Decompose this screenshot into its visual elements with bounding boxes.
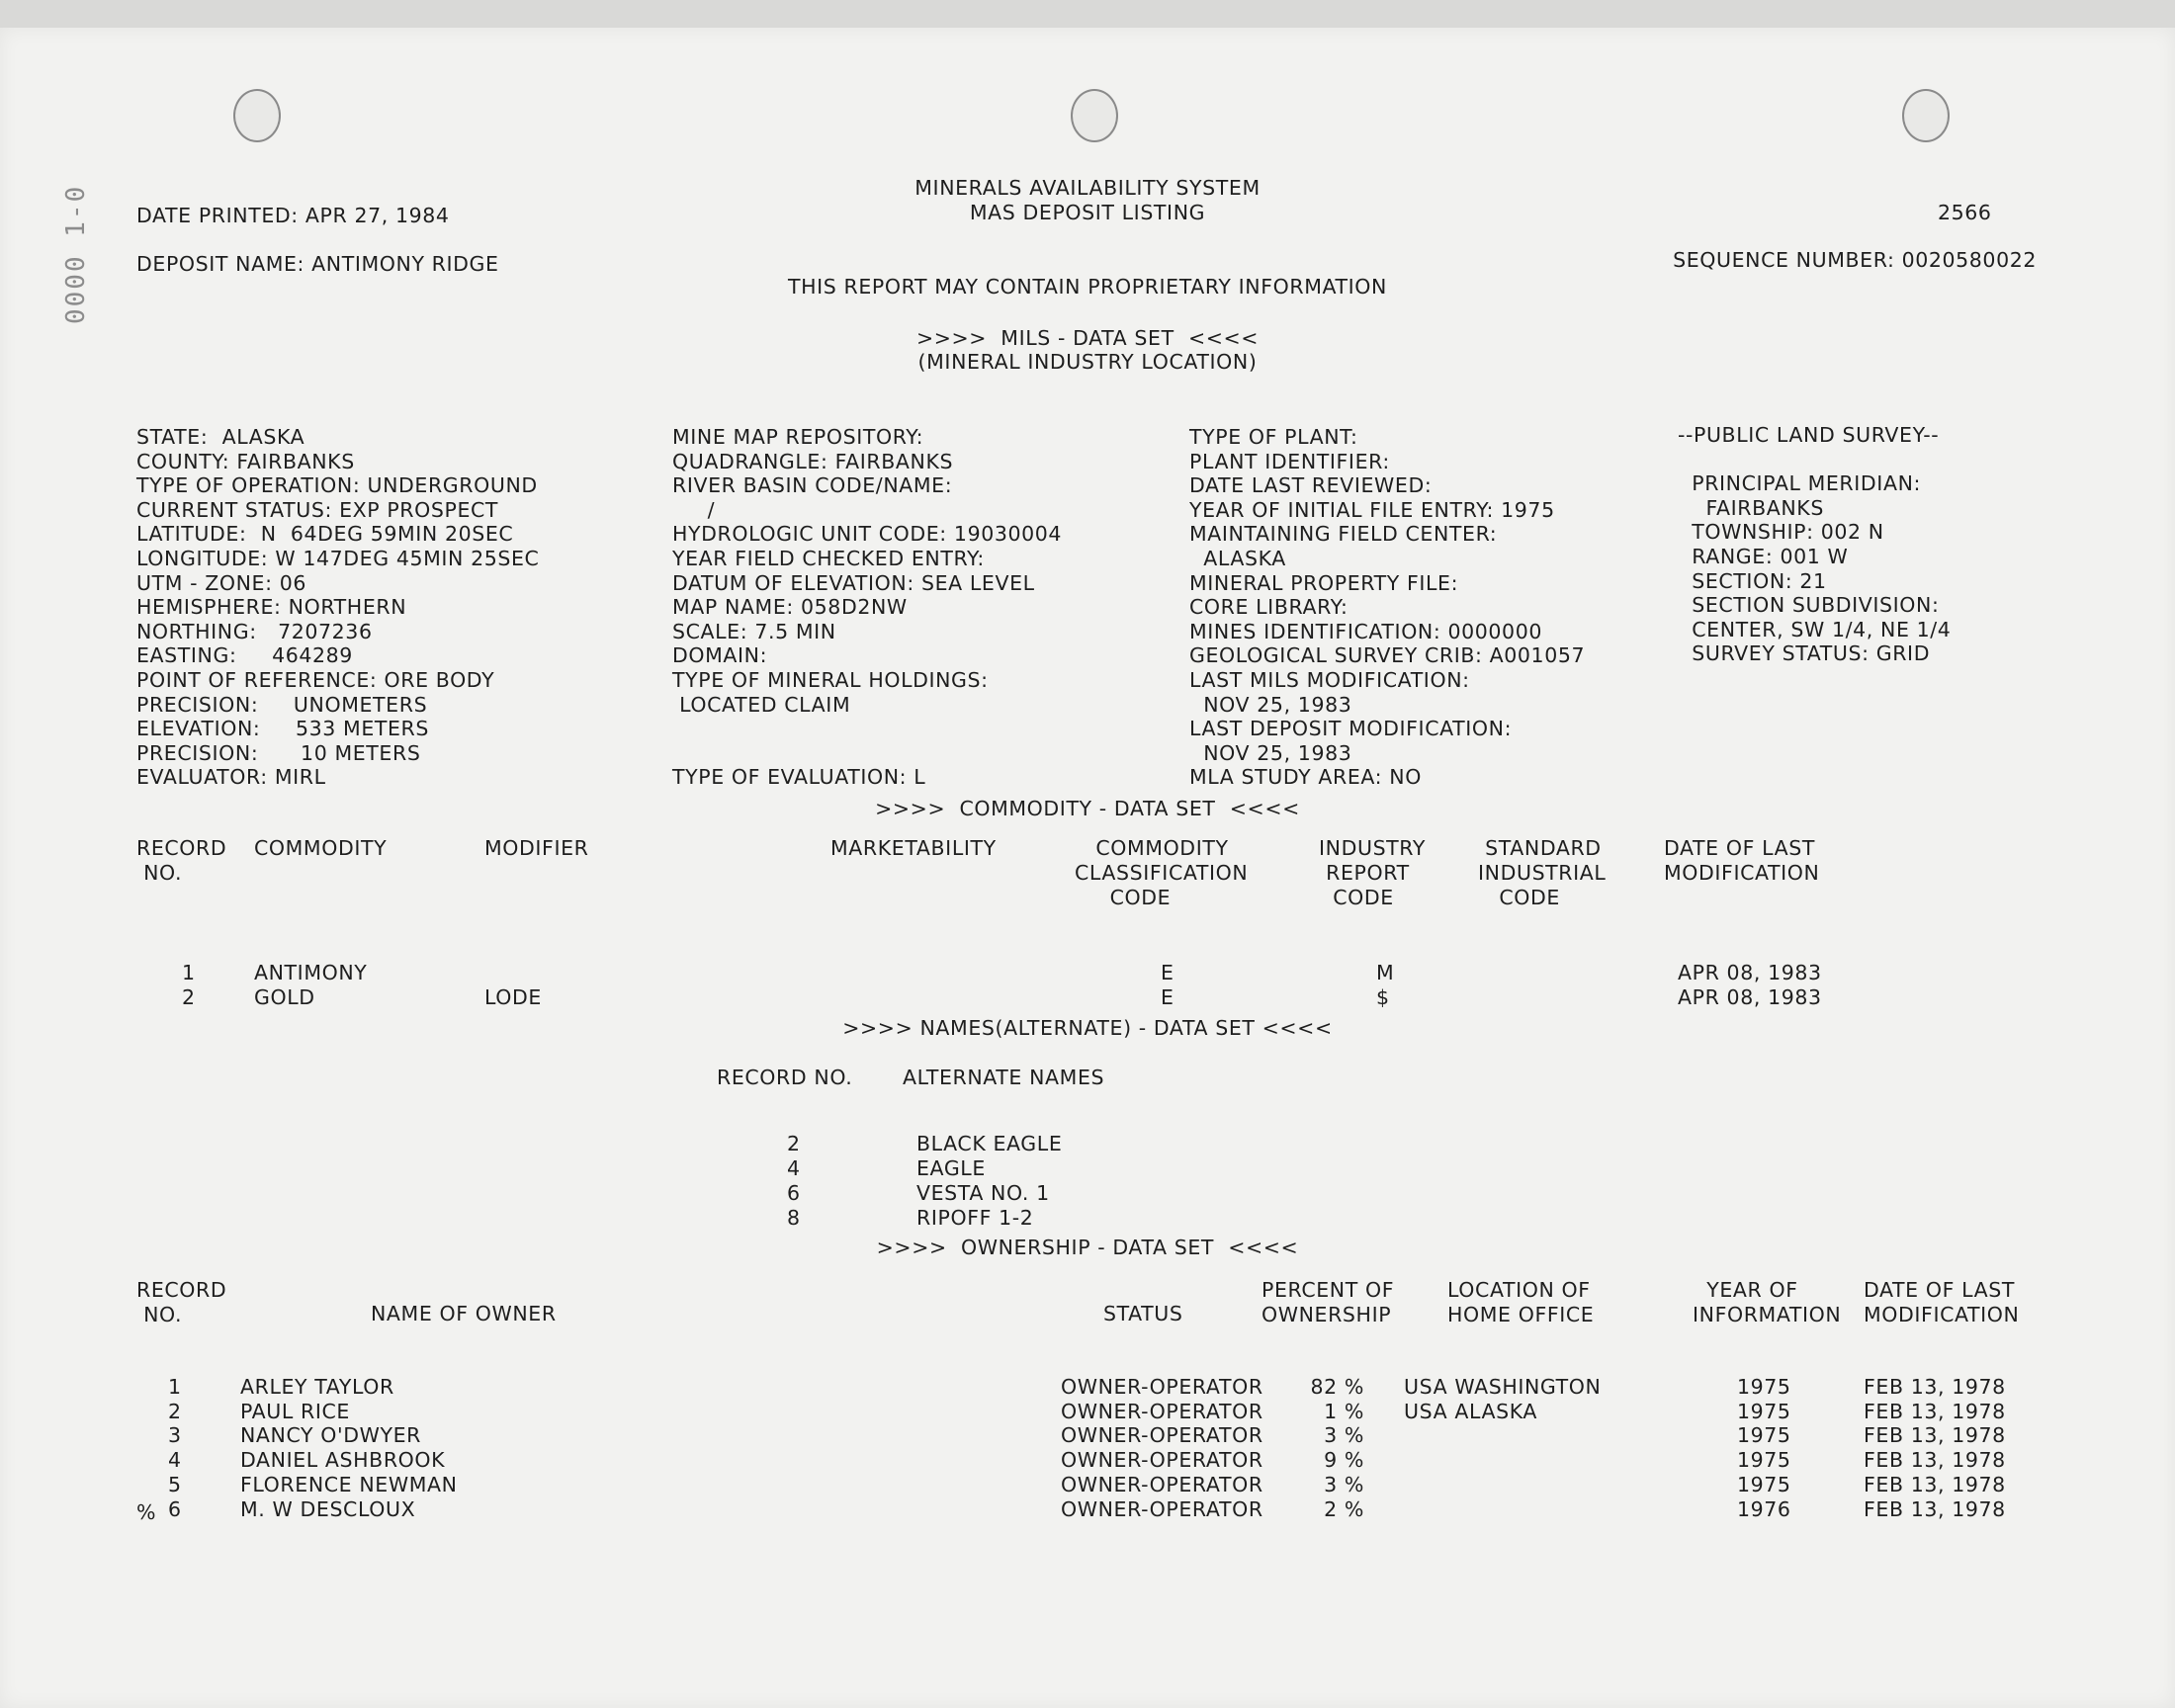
mils-field: CENTER, SW 1/4, NE 1/4 — [1678, 617, 1952, 641]
commodity-header-sic: STANDARD INDUSTRIAL CODE — [1478, 836, 1607, 909]
mils-field: SECTION: 21 — [1678, 568, 1827, 593]
mils-field: LOCATED CLAIM — [672, 692, 851, 717]
ownership-header-date: DATE OF LAST MODIFICATION — [1864, 1278, 2020, 1326]
commodity-header-marketability: MARKETABILITY — [830, 836, 997, 860]
mils-field: DATUM OF ELEVATION: SEA LEVEL — [672, 570, 1035, 595]
listing-title: MAS DEPOSIT LISTING — [969, 201, 1206, 224]
document-page — [0, 28, 2175, 1708]
mils-field: LONGITUDE: W 147DEG 45MIN 25SEC — [136, 547, 540, 570]
mils-field: PRECISION: UNOMETERS — [136, 692, 428, 717]
owner-location: USA WASHINGTON — [1404, 1375, 1602, 1399]
owner-percent: 82 % — [1310, 1375, 1364, 1399]
commodity-header-record: RECORD NO. — [136, 836, 227, 885]
names-title: >>>> NAMES(ALTERNATE) - DATA SET <<<< — [842, 1016, 1333, 1040]
alternate-name: VESTA NO. 1 — [916, 1181, 1050, 1205]
alternate-name: RIPOFF 1-2 — [916, 1206, 1034, 1230]
mils-field: YEAR FIELD CHECKED ENTRY: — [672, 547, 985, 570]
alternate-record-no: 2 — [787, 1132, 801, 1155]
owner-year: 1975 — [1737, 1399, 1791, 1423]
commodity-date: APR 08, 1983 — [1678, 985, 1822, 1009]
mils-field: QUADRANGLE: FAIRBANKS — [672, 449, 954, 473]
commodity-modifier: LODE — [484, 985, 542, 1009]
mils-field: NOV 25, 1983 — [1189, 692, 1352, 717]
mils-field: UTM - ZONE: 06 — [136, 570, 307, 595]
system-title: MINERALS AVAILABILITY SYSTEM — [914, 176, 1261, 200]
commodity-header-date: DATE OF LAST MODIFICATION — [1664, 836, 1820, 885]
ownership-header-status: STATUS — [1103, 1302, 1183, 1325]
owner-name: DANIEL ASHBROOK — [240, 1448, 446, 1473]
mils-field: SCALE: 7.5 MIN — [672, 619, 836, 643]
commodity-name: GOLD — [254, 985, 315, 1009]
side-stamp: 0000 1-0 — [61, 184, 91, 324]
commodity-header-commodity: COMMODITY — [254, 836, 388, 860]
ownership-title: >>>> OWNERSHIP - DATA SET <<<< — [876, 1236, 1299, 1259]
commodity-report-code: $ — [1376, 985, 1390, 1009]
names-header-record: RECORD NO. — [717, 1066, 853, 1089]
alternate-name: EAGLE — [916, 1156, 986, 1180]
alternate-name: BLACK EAGLE — [916, 1132, 1063, 1155]
owner-location: USA ALASKA — [1404, 1399, 1537, 1423]
mils-field: ALASKA — [1189, 547, 1286, 570]
commodity-record-no: 2 — [182, 985, 196, 1009]
mils-field: MINES IDENTIFICATION: 0000000 — [1189, 619, 1542, 643]
owner-year: 1975 — [1737, 1375, 1791, 1399]
owner-percent: 3 % — [1324, 1472, 1364, 1496]
mils-field: NORTHING: 7207236 — [136, 619, 373, 643]
owner-status: OWNER-OPERATOR — [1061, 1399, 1263, 1423]
owner-record-no: 5 — [168, 1472, 182, 1496]
mils-field: TYPE OF PLANT: — [1189, 425, 1358, 449]
owner-percent: 9 % — [1324, 1448, 1364, 1473]
mils-field: PLANT IDENTIFIER: — [1189, 449, 1390, 473]
owner-year: 1975 — [1737, 1472, 1791, 1496]
names-header-names: ALTERNATE NAMES — [903, 1066, 1105, 1089]
owner-percent: 3 % — [1324, 1423, 1364, 1448]
mils-field: RANGE: 001 W — [1678, 545, 1849, 568]
mils-field: LAST DEPOSIT MODIFICATION: — [1189, 717, 1513, 741]
footer-mark: % — [136, 1500, 157, 1524]
commodity-title: >>>> COMMODITY - DATA SET <<<< — [875, 797, 1300, 820]
commodity-name: ANTIMONY — [254, 961, 368, 984]
commodity-header-industry: INDUSTRY REPORT CODE — [1319, 836, 1426, 909]
mils-field: TYPE OF MINERAL HOLDINGS: — [672, 668, 989, 692]
owner-record-no: 4 — [168, 1448, 182, 1473]
mils-field: SECTION SUBDIVISION: — [1678, 593, 1940, 618]
owner-name: PAUL RICE — [240, 1399, 350, 1423]
mils-field: COUNTY: FAIRBANKS — [136, 449, 355, 473]
mils-field: LAST MILS MODIFICATION: — [1189, 668, 1470, 692]
ownership-header-name: NAME OF OWNER — [371, 1302, 557, 1325]
mils-field: CURRENT STATUS: EXP PROSPECT — [136, 497, 499, 522]
mils-field: LATITUDE: N 64DEG 59MIN 20SEC — [136, 522, 514, 547]
owner-record-no: 3 — [168, 1423, 182, 1448]
punch-hole-right — [1902, 89, 1950, 142]
commodity-date: APR 08, 1983 — [1678, 961, 1822, 984]
commodity-class-code: E — [1161, 961, 1174, 984]
mils-field: ELEVATION: 533 METERS — [136, 717, 430, 741]
mils-field: DOMAIN: — [672, 643, 768, 668]
owner-name: NANCY O'DWYER — [240, 1423, 422, 1448]
ownership-header-year: YEAR OF INFORMATION — [1693, 1278, 1842, 1326]
mils-field: DATE LAST REVIEWED: — [1189, 473, 1433, 498]
mils-field: TYPE OF EVALUATION: L — [672, 765, 926, 790]
mils-subtitle: (MINERAL INDUSTRY LOCATION) — [917, 350, 1258, 374]
owner-year: 1975 — [1737, 1448, 1791, 1473]
alternate-record-no: 8 — [787, 1206, 801, 1230]
owner-year: 1975 — [1737, 1423, 1791, 1448]
commodity-header-modifier: MODIFIER — [484, 836, 589, 860]
ownership-header-record: RECORD NO. — [136, 1278, 227, 1326]
commodity-report-code: M — [1376, 961, 1395, 984]
owner-percent: 1 % — [1324, 1399, 1364, 1423]
commodity-record-no: 1 — [182, 961, 196, 984]
mils-field: TYPE OF OPERATION: UNDERGROUND — [136, 473, 538, 498]
mils-field: MAP NAME: 058D2NW — [672, 595, 908, 620]
mils-field: POINT OF REFERENCE: ORE BODY — [136, 668, 495, 692]
mils-field: --PUBLIC LAND SURVEY-- — [1678, 423, 1940, 447]
mils-field: MINERAL PROPERTY FILE: — [1189, 570, 1459, 595]
owner-record-no: 2 — [168, 1399, 182, 1423]
owner-date: FEB 13, 1978 — [1864, 1472, 2006, 1496]
mils-field: HYDROLOGIC UNIT CODE: 19030004 — [672, 522, 1063, 547]
owner-status: OWNER-OPERATOR — [1061, 1448, 1263, 1473]
proprietary-notice: THIS REPORT MAY CONTAIN PROPRIETARY INFORMATION — [788, 275, 1387, 299]
mils-field: HEMISPHERE: NORTHERN — [136, 595, 407, 620]
mils-field: EASTING: 464289 — [136, 643, 353, 668]
mils-field: GEOLOGICAL SURVEY CRIB: A001057 — [1189, 643, 1586, 668]
owner-date: FEB 13, 1978 — [1864, 1496, 2006, 1521]
mils-field: TOWNSHIP: 002 N — [1678, 520, 1884, 545]
owner-date: FEB 13, 1978 — [1864, 1375, 2006, 1399]
owner-status: OWNER-OPERATOR — [1061, 1375, 1263, 1399]
mils-title: >>>> MILS - DATA SET <<<< — [915, 326, 1260, 350]
mils-field: STATE: ALASKA — [136, 425, 305, 449]
mils-field: SURVEY STATUS: GRID — [1678, 641, 1931, 666]
mils-field: MINE MAP REPOSITORY: — [672, 425, 924, 449]
mils-field: EVALUATOR: MIRL — [136, 765, 326, 790]
owner-status: OWNER-OPERATOR — [1061, 1496, 1263, 1521]
alternate-record-no: 4 — [787, 1156, 801, 1180]
punch-hole-center — [1071, 89, 1118, 142]
owner-date: FEB 13, 1978 — [1864, 1423, 2006, 1448]
punch-hole-left — [233, 89, 281, 142]
owner-status: OWNER-OPERATOR — [1061, 1423, 1263, 1448]
mils-field: RIVER BASIN CODE/NAME: — [672, 473, 953, 498]
mils-field: YEAR OF INITIAL FILE ENTRY: 1975 — [1189, 497, 1555, 522]
owner-status: OWNER-OPERATOR — [1061, 1472, 1263, 1496]
owner-percent: 2 % — [1324, 1496, 1364, 1521]
mils-field: MAINTAINING FIELD CENTER: — [1189, 522, 1498, 547]
owner-name: FLORENCE NEWMAN — [240, 1472, 458, 1496]
page-number: 2566 — [1938, 201, 1992, 224]
owner-year: 1976 — [1737, 1496, 1791, 1521]
mils-field: PRINCIPAL MERIDIAN: — [1678, 471, 1922, 496]
owner-date: FEB 13, 1978 — [1864, 1399, 2006, 1423]
mils-field: FAIRBANKS — [1678, 495, 1824, 520]
mils-field: CORE LIBRARY: — [1189, 595, 1348, 620]
owner-date: FEB 13, 1978 — [1864, 1448, 2006, 1473]
deposit-name: DEPOSIT NAME: ANTIMONY RIDGE — [136, 252, 499, 276]
owner-name: ARLEY TAYLOR — [240, 1375, 394, 1399]
alternate-record-no: 6 — [787, 1181, 801, 1205]
mils-field: / — [672, 497, 716, 522]
mils-field: PRECISION: 10 METERS — [136, 740, 421, 765]
commodity-header-classification: COMMODITY CLASSIFICATION CODE — [1075, 836, 1249, 909]
owner-record-no: 6 — [168, 1496, 182, 1521]
ownership-header-percent: PERCENT OF OWNERSHIP — [1262, 1278, 1395, 1326]
sequence-number: SEQUENCE NUMBER: 0020580022 — [1673, 248, 2037, 272]
mils-field: MLA STUDY AREA: NO — [1189, 765, 1422, 790]
owner-record-no: 1 — [168, 1375, 182, 1399]
mils-field: NOV 25, 1983 — [1189, 740, 1352, 765]
date-printed: DATE PRINTED: APR 27, 1984 — [136, 204, 450, 227]
ownership-header-location: LOCATION OF HOME OFFICE — [1447, 1278, 1595, 1326]
commodity-class-code: E — [1161, 985, 1174, 1009]
owner-name: M. W DESCLOUX — [240, 1496, 416, 1521]
